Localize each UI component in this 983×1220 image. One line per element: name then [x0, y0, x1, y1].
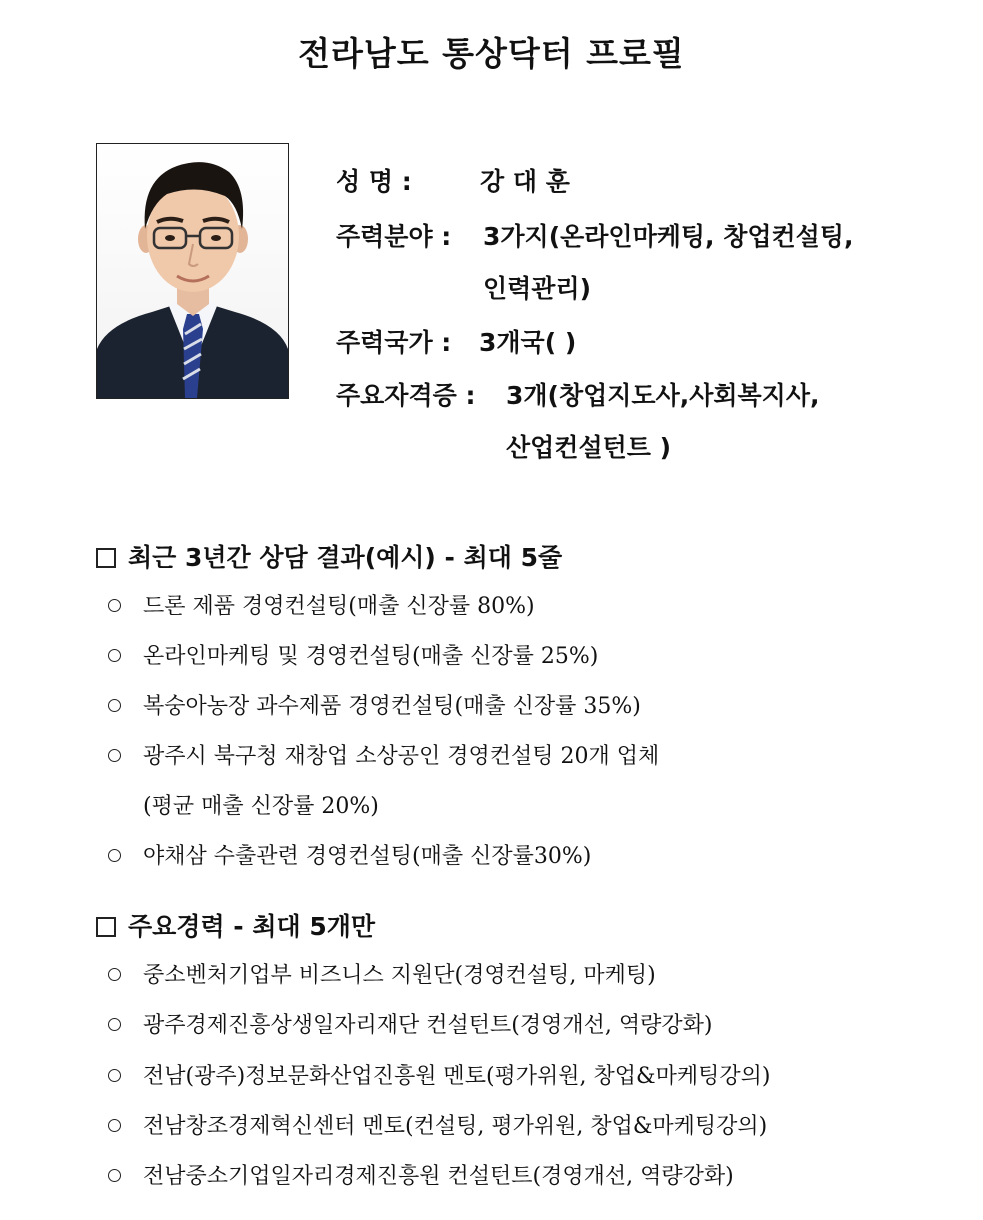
list-item-text: 온라인마케팅 및 경영컨설팅(매출 신장률 25%)	[143, 644, 599, 669]
career-heading	[96, 907, 375, 943]
circle-bullet-icon	[108, 649, 121, 662]
field-value-line2: 인력관리)	[483, 274, 592, 303]
circle-bullet-icon	[108, 1169, 121, 1182]
name-label: 성 명 :	[336, 167, 412, 196]
list-item	[108, 1162, 734, 1192]
circle-bullet-icon	[108, 1119, 121, 1132]
list-item-text: 광주경제진흥상생일자리재단 컨설턴트(경영개선, 역량강화)	[143, 1013, 713, 1038]
list-item-text: 전남중소기업일자리경제진흥원 컨설턴트(경영개선, 역량강화)	[143, 1164, 734, 1189]
list-item	[108, 1062, 770, 1092]
circle-bullet-icon	[108, 599, 121, 612]
results-heading-text: 최근 3년간 상담 결과(예시) - 최대 5줄	[128, 543, 563, 572]
profile-photo	[96, 143, 289, 399]
circle-bullet-icon	[108, 849, 121, 862]
results-heading	[96, 538, 562, 574]
list-item-text: 전남창조경제혁신센터 멘토(컨설팅, 평가위원, 창업&마케팅강의)	[143, 1114, 768, 1139]
list-item-text: 복숭아농장 과수제품 경영컨설팅(매출 신장률 35%)	[143, 694, 641, 719]
checkbox-square-icon	[96, 548, 116, 568]
circle-bullet-icon	[108, 1018, 121, 1031]
circle-bullet-icon	[108, 1069, 121, 1082]
field-value-line1: 3가지(온라인마케팅, 창업컨설팅,	[483, 222, 854, 251]
list-item	[108, 642, 598, 672]
list-item	[108, 742, 659, 772]
list-item	[108, 961, 656, 991]
cert-label: 주요자격증 :	[336, 381, 476, 410]
country-value: 3개국( )	[479, 328, 577, 357]
list-item-text: 광주시 북구청 재창업 소상공인 경영컨설팅 20개 업체	[143, 744, 660, 769]
country-label: 주력국가 :	[336, 328, 452, 357]
list-item	[108, 692, 641, 722]
circle-bullet-icon	[108, 699, 121, 712]
list-item	[108, 842, 591, 872]
list-item-text: 드론 제품 경영컨설팅(매출 신장률 80%)	[143, 594, 535, 619]
list-item-continuation: (평균 매출 신장률 20%)	[143, 794, 379, 819]
cert-value-line2: 산업컨설턴트 )	[506, 433, 672, 462]
checkbox-square-icon	[96, 917, 116, 937]
list-item	[108, 1112, 767, 1142]
name-value: 강 대 훈	[480, 167, 570, 196]
list-item-text: 전남(광주)정보문화산업진흥원 멘토(평가위원, 창업&마케팅강의)	[143, 1064, 771, 1089]
list-item-text: 야채삼 수출관련 경영컨설팅(매출 신장률30%)	[143, 844, 592, 869]
field-label: 주력분야 :	[336, 222, 452, 251]
circle-bullet-icon	[108, 749, 121, 762]
cert-value-line1: 3개(창업지도사,사회복지사,	[506, 381, 820, 410]
page-title: 전라남도 통상닥터 프로필	[298, 34, 685, 73]
list-item	[108, 1011, 712, 1041]
list-item-text: 중소벤처기업부 비즈니스 지원단(경영컨설팅, 마케팅)	[143, 963, 656, 988]
career-heading-text: 주요경력 - 최대 5개만	[128, 912, 376, 941]
circle-bullet-icon	[108, 968, 121, 981]
list-item	[108, 592, 535, 622]
